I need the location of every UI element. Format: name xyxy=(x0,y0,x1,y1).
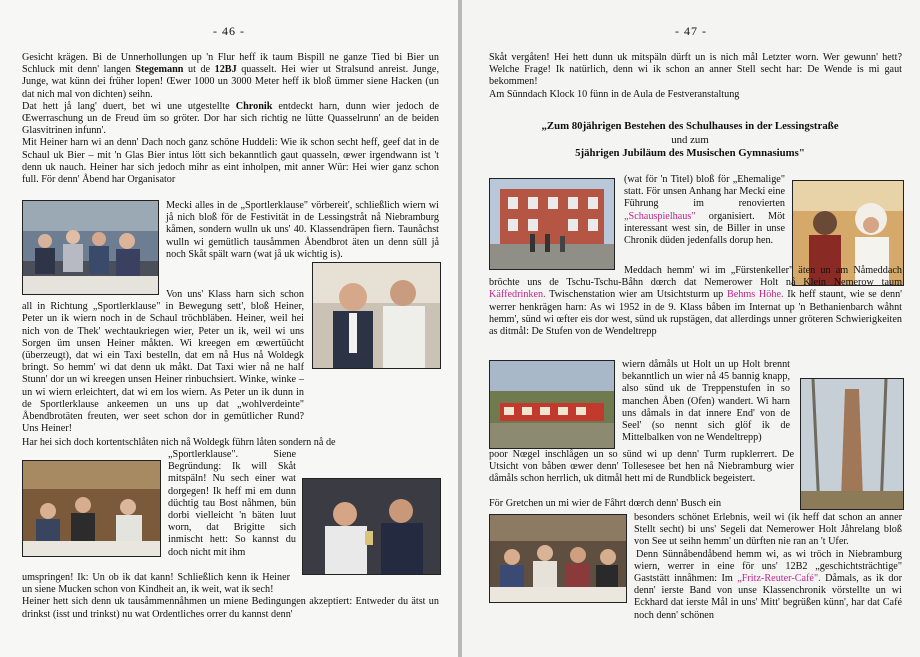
paragraph-erlebnis: besonders schönet Erlebnis, weil wi (ik heff dat schon an anner Stellt secht) bi uns' Segeli dat Nemerower Holt Jåhrelang bloß von See ut seihn hemm' un dürften nie ran an 't Ufer. Denn Sünnåbendåbend hemm wi, as wi tröch in Niebramburg wiern, werrer in eine för uns' 12B2 „geschichtsträchtige" Gaststätt innåhmen: Im „Fritz-Reuter-Café". Dåmals, as ik dor denn' ierste Band von unse Klassenchronik vörstellte un wi Eckhard dat ierste Mål in uns' Mitt' begrüßen künn', har dat Café noch denn' schönen xyxy=(634,512,902,621)
photo-school-building xyxy=(489,178,615,270)
paragraph-titel: (wat för 'n Titel) bloß för „Ehemalige" statt. För unsen Anhang har Mecki eine Führung im renovierten „Schauspielhaus" organisiert. Möt interessant west sin, de Biller in unse Chronik düden jedenfalls dorup hen. xyxy=(624,174,785,247)
paragraph-skat: Skåt vergåten! Hei hett dunn uk mitspäln dürft un is nich mål Letzter worn. Wer gewunn' hett? Welche Frage! Ik natürlich, denn wi ik schon an anner Stell secht har: De Wende is mi gaut bekommen! Am Sünndach Klock 10 fünn in de Aula de Festveranstaltung xyxy=(489,52,902,100)
paragraph-gretchen: För Gretchen un mi wier de Fåhrt dœrch denn' Busch ein xyxy=(489,498,722,509)
paragraph-taxi-a: Von uns' Klass harn sich schon all in Richtung „Sportlerklause" in Bewegung sett', bloß Heiner, Peter un ik wiern noch in de Schaul tröchbläben. Heiner, weil hei nich von de Thek' wechtaukriegen wier, Peter un ik, weil wi uns Sorgen üm unsen Heiner måkten. Wi kreegen em œwertüücht (überzeugt), dat wi ein Taxi bestelln, dat em nå Hus nå Woldegk bringt. So hemm' wi dat denn uk måkt. Dat Taxi wier nå ne half Stunn' dor un wi kreegen unsen Heiner rinbuchsiert. Winke, winke – un wi wiern erleichtert, dat wi em los wiern. As Peter un ik dunn in de Sportlerklause ankeemen un uns up dat „wohlverdeinte" Åbendbrotäten freuten, wer seet schon dor in gemütlicher Rund? Uns Heiner! xyxy=(22,289,304,435)
paragraph-treppe: wiern dåmåls ut Holt un up Holt brennt bekanntlich un wier nå 45 bannig knapp, also sünd uk de Treppenstufen in so manchen Åben (Ofen) wandert. Wi harn uns dåmals in dat innere End' von de Seel' (so nennt sich glöf ik de Mittelbalken von ne Wendeltrepp) xyxy=(622,359,790,444)
photo-two-men xyxy=(312,262,441,369)
page-46 xyxy=(0,0,458,657)
photo-pub-group xyxy=(22,460,161,557)
page-number: - 46 - xyxy=(213,24,245,38)
paragraph-umspringen: umspringen! Ik: Un ob ik dat kann! Schließlich kenn ik Heiner un siene Mucken schon von Kindheit an, ik weit, wat ik sech! Heiner hett sich denn uk tausåmmennåhmen un miene Bedingungen akzeptiert: Entweder du ätst un drinkst (isst und trinkst) nu wat Ordentliches orrer du kannst denn' xyxy=(22,572,439,620)
paragraph-stegemann: Gesicht krägen. Bi de Unnerhollungen up 'n Flur heff ik taum Bispill ne ganze Tied bi Bier un Schluck mit denn' langen Stegemann ut de 12BJ quasselt. Hei wier ut Stralsund anreist. Junge, Junge, wat künn dei früher lopen! Œwer 1000 un 3000 Meter heff ik bloß ümmer siene Hacken (un dat nich mal von dichten) seihn. Dat hett jå lang' duert, bet wi une utgestellte Chronik entdeckt harn, dunn wier jedoch de Œwerraschung un de Freud üm so gröter. Dor har sich richtig ne lütte Quasselrunn' an de beiden Glasvitrinen infunn'. Mit Heiner harn wi an denn' Dach noch ganz schöne Huddeli: Wie ik schon secht heff, geef dat in de Schaul uk Bier – mit 'n Glas Bier intus lött sich bekanntlich gaut quasseln, œwer irgendwann ist 't denn uk nauch. Heiner har sich jedoch mihr as eint inholpen, mit anner Wür: Hei wier ganz schon full. För denn' Åbend har Organisator xyxy=(22,52,440,186)
paragraph-meddach: Meddach hemm' wi im „Fürstenkeller" äten un am Nåmeddach bröchte uns de Tschu-Tschu-Båhn dœrch dat Nemerower Holt nå Klein Nemerow taum Käffedrinken. Twischenstation wier am Utsichtsturm up Behms Höhe. Ik heff staunt, wie se denn' werrer henkrägen harn: As wi 1952 in de 9. Klass båben im Internat up 'n Bethanienbarch wåhnt hemm', sünd wi œfter eis dor west, sünd uk rupstägen, dat allerdings unner gröteren Schwierigkeiten as ditmål: De Stufen von de Wendeltrepp xyxy=(489,265,902,338)
paragraph-kortentschlaten: Har hei sich doch kortentschlåten nich nå Woldegk führn låten sondern nå de xyxy=(22,437,336,448)
photo-classmates-table xyxy=(22,200,159,295)
paragraph-begruendung: „Sportlerklause". Siene Begründung: Ik will Skåt mitspäln! Nu sech einer wat dorgegen! Ik heff mi em dunn düchtig tau Bost nåhmen, bün dorbi vielleicht 'n bäten luut worn, dat Brigitte sich inmischt hett: So kannst du doch nicht mit ihm xyxy=(168,449,296,558)
photo-train xyxy=(489,360,615,449)
page-number: - 47 - xyxy=(675,24,707,38)
link-schauspielhaus: „Schauspielhaus" xyxy=(624,210,696,222)
link-kaeffedrinken: Käffedrinken. xyxy=(489,289,546,301)
link-fritz-reuter-cafe: „Fritz-Reuter-Café". xyxy=(737,573,821,585)
paragraph-turm: poor Nœgel inschlågen un so sünd wi up denn' Turm rupklerrert. De Utsicht von båben œwer denn' Tollesesee bet hen nå Niebramburg wier dåmåls schon herrlich, uk ditmål hett mi de Rundblick begeistert. xyxy=(489,449,794,485)
paragraph-sportlerklause: Mecki alles in de „Sportlerklause" vörbereit', schließlich wiern wi jå nich bloß för de Festivität in de Lessingstråt nå Niebramburg kåmen, sondern wulln uk uns' 40. Klassendräpen fiern. Taunåchst wulln wi gemütlich tausåmmen Åbendbrot äten un denn süll jå noch Skåt spält warn (wat jå uk wichtig is). xyxy=(166,200,439,260)
photo-tower xyxy=(800,378,904,510)
photo-cafe-group xyxy=(489,514,627,603)
link-behms-hoehe: Behms Höhe. xyxy=(726,289,784,301)
page-47 xyxy=(462,0,920,657)
photo-toast xyxy=(302,478,441,575)
event-heading: „Zum 80jährigen Bestehen des Schulhauses in der Lessingstraße und zum 5jährigen Jubiläum des Musischen Gymnasiums" xyxy=(541,120,839,159)
